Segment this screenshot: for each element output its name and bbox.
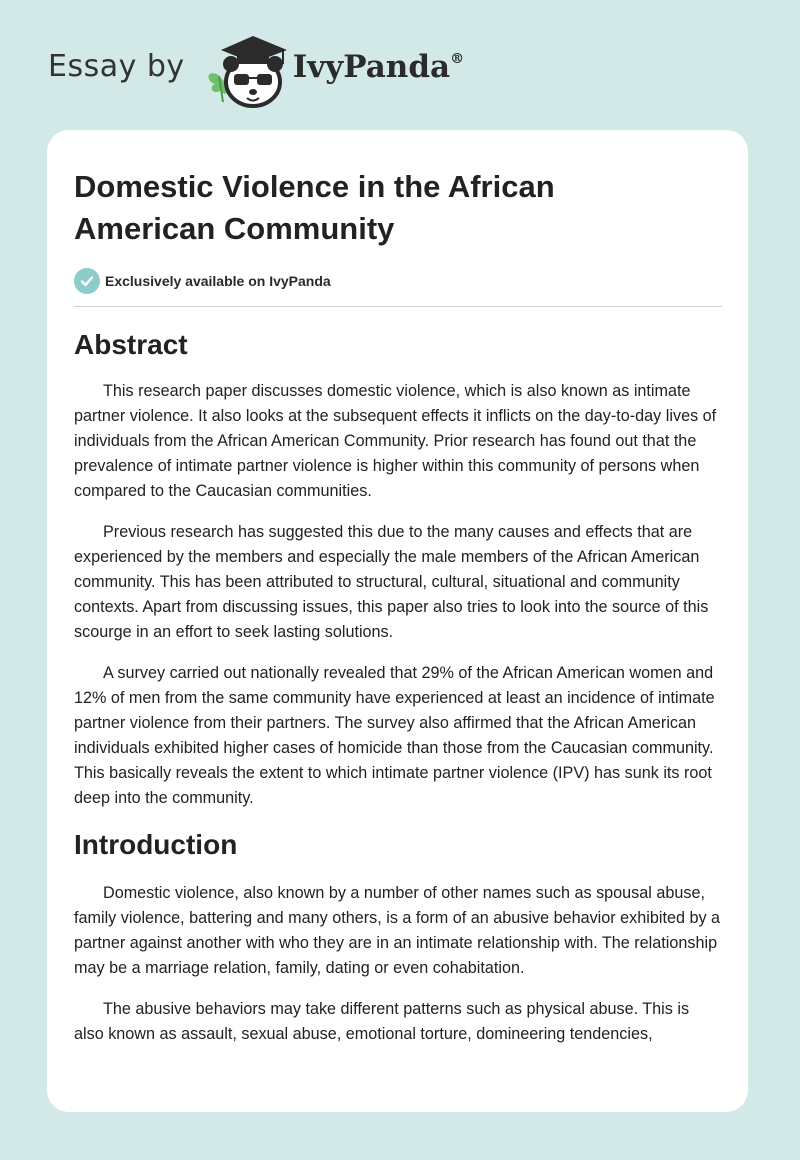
essay-by-label: Essay by (48, 48, 185, 84)
page-title: Domestic Violence in the African American Community (74, 169, 555, 246)
exclusive-badge (74, 267, 722, 295)
section-heading-introduction: Introduction (74, 829, 238, 860)
paragraph: Previous research has suggested this due to the many causes and effects that are experienced by the members and especially the male members of the African American community. This has been attributed to structural, cultural, situational and community contexts. Apart from discussing issues, this paper also tries to look into the source of this scourge in an effort to seek lasting solutions. (74, 523, 709, 641)
site-header (48, 30, 464, 110)
panda-logo-icon[interactable] (203, 30, 289, 110)
paragraph: The abusive behaviors may take different patterns such as physical abuse. This is also known as assault, sexual abuse, emotional torture, domineering tendencies, (74, 1000, 690, 1043)
registered-mark: ® (450, 51, 465, 67)
paragraph: Domestic violence, also known by a number of other names such as spousal abuse, family violence, battering and many others, is a form of an abusive behavior exhibited by a partner against another with who they are in an intimate relationship with. The relationship may be a marriage relation, family, dating or even cohabitation. (74, 884, 721, 977)
brand-name[interactable] (293, 49, 464, 85)
section-heading-abstract: Abstract (74, 329, 188, 360)
badge-label: Exclusively available on IvyPanda (105, 273, 331, 289)
divider (74, 306, 722, 307)
essay-card (47, 130, 748, 1112)
check-icon (74, 268, 100, 294)
paragraph: This research paper discusses domestic violence, which is also known as intimate partner violence. It also looks at the subsequent effects it inflicts on the day-to-day lives of individuals from the African American Community. Prior research has found out that the prevalence of intimate partner violence is higher within this community of persons when compared to the Caucasian communities. (74, 382, 717, 500)
brand-text: IvyPanda (292, 49, 451, 85)
paragraph: A survey carried out nationally revealed that 29% of the African American women and 12% of men from the same community have experienced at least an incidence of intimate partner violence from their partners. The survey also affirmed that the African American individuals exhibited higher cases of homicide than those from the Caucasian community. This basically reveals the extent to which intimate partner violence (IPV) has sunk its root deep into the community. (74, 664, 715, 807)
